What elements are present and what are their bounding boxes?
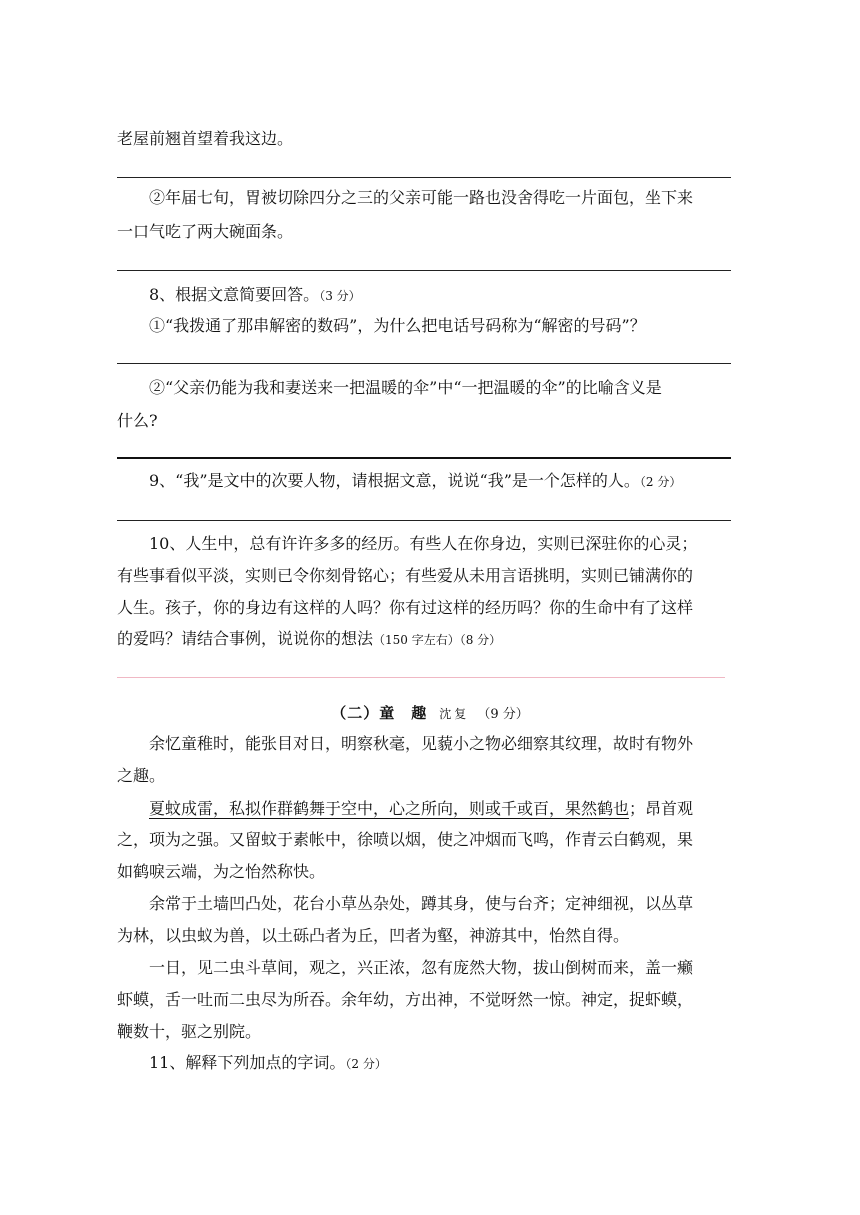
text-line: ②年届七旬，胃被切除四分之三的父亲可能一路也没舍得吃一片面包，坐下来 <box>149 188 694 207</box>
question-text: 8、根据文意简要回答。 <box>149 285 320 304</box>
answer-line <box>117 177 731 178</box>
passage-line: 之趣。 <box>117 766 166 785</box>
text-line: 有些事看似平淡，实则已令你刻骨铭心；有些爱从未用言语挑明，实则已铺满你的 <box>117 566 694 585</box>
passage-line: 余常于土墙凹凸处，花台小草丛杂处，蹲其身，使与台齐；定神细视，以丛草 <box>149 894 694 913</box>
title-text: （二）童 趣 <box>331 704 428 722</box>
question-score: （2 分） <box>345 1057 387 1071</box>
question-9 <box>149 470 789 493</box>
question-11 <box>149 1052 789 1075</box>
question-8-2: ②“父亲仍能为我和妻送来一把温暖的伞”中“一把温暖的伞”的比喻含义是 <box>149 378 662 397</box>
text-line <box>117 628 757 651</box>
text-line: 什么? <box>117 411 158 430</box>
question-text: 的爱吗？请结合事例，说说你的想法 <box>117 629 374 648</box>
passage-line: 为林，以虫蚁为兽，以土砾凸者为丘，凹者为壑，神游其中，怡然自得。 <box>117 926 630 945</box>
section-title <box>0 702 860 726</box>
question-10: 10、人生中，总有许许多多的经历。有些人在你身边，实则已深驻你的心灵； <box>149 534 698 553</box>
passage-line: 余忆童稚时，能张目对日，明察秋毫，见藐小之物必细察其纹理，故时有物外 <box>149 734 694 753</box>
section-score: （9 分） <box>477 707 529 722</box>
answer-line <box>117 363 731 364</box>
author: 沈复 <box>439 707 470 721</box>
answer-line <box>117 520 731 521</box>
question-text: 11、解释下列加点的字词。 <box>149 1053 346 1072</box>
question-8-1: ①“我拨通了那串解密的数码”，为什么把电话号码称为“解密的号码”？ <box>149 316 646 335</box>
passage-line: 之，项为之强。又留蚊于素帐中，徐喷以烟，使之冲烟而飞鸣，作青云白鹤观，果 <box>117 830 694 849</box>
passage-line <box>149 798 789 820</box>
text-line: 一口气吃了两大碗面条。 <box>117 222 294 241</box>
passage-line: 虾蟆，舌一吐而二虫尽为所吞。余年幼，方出神，不觉呀然一惊。神定，捉虾蟆， <box>117 990 694 1009</box>
question-score: （3 分） <box>319 289 361 303</box>
passage-line: 如鹤唳云端，为之怡然称快。 <box>117 862 326 881</box>
question-8 <box>149 284 789 307</box>
answer-line <box>117 457 731 459</box>
question-text: 9、“我”是文中的次要人物，请根据文意，说说“我”是一个怎样的人。 <box>149 471 640 490</box>
passage-line: 一日，见二虫斗草间，观之，兴正浓，忽有庞然大物，拔山倒树而来，盖一癞 <box>149 958 694 977</box>
passage-text: ；昂首观 <box>629 799 694 818</box>
underlined-sentence: 夏蚊成雷，私拟作群鹤舞于空中，心之所向，则或千或百，果然鹤也 <box>149 799 630 818</box>
text-line: 人生。孩子，你的身边有这样的人吗？你有过这样的经历吗？你的生命中有了这样 <box>117 598 694 617</box>
section-divider <box>117 677 725 678</box>
question-score: （150 字左右）（8 分） <box>373 633 502 647</box>
answer-line <box>117 270 731 271</box>
text-line: 老屋前翘首望着我这边。 <box>117 129 294 148</box>
passage-line: 鞭数十，驱之别院。 <box>117 1022 262 1041</box>
question-score: （2 分） <box>639 475 682 489</box>
